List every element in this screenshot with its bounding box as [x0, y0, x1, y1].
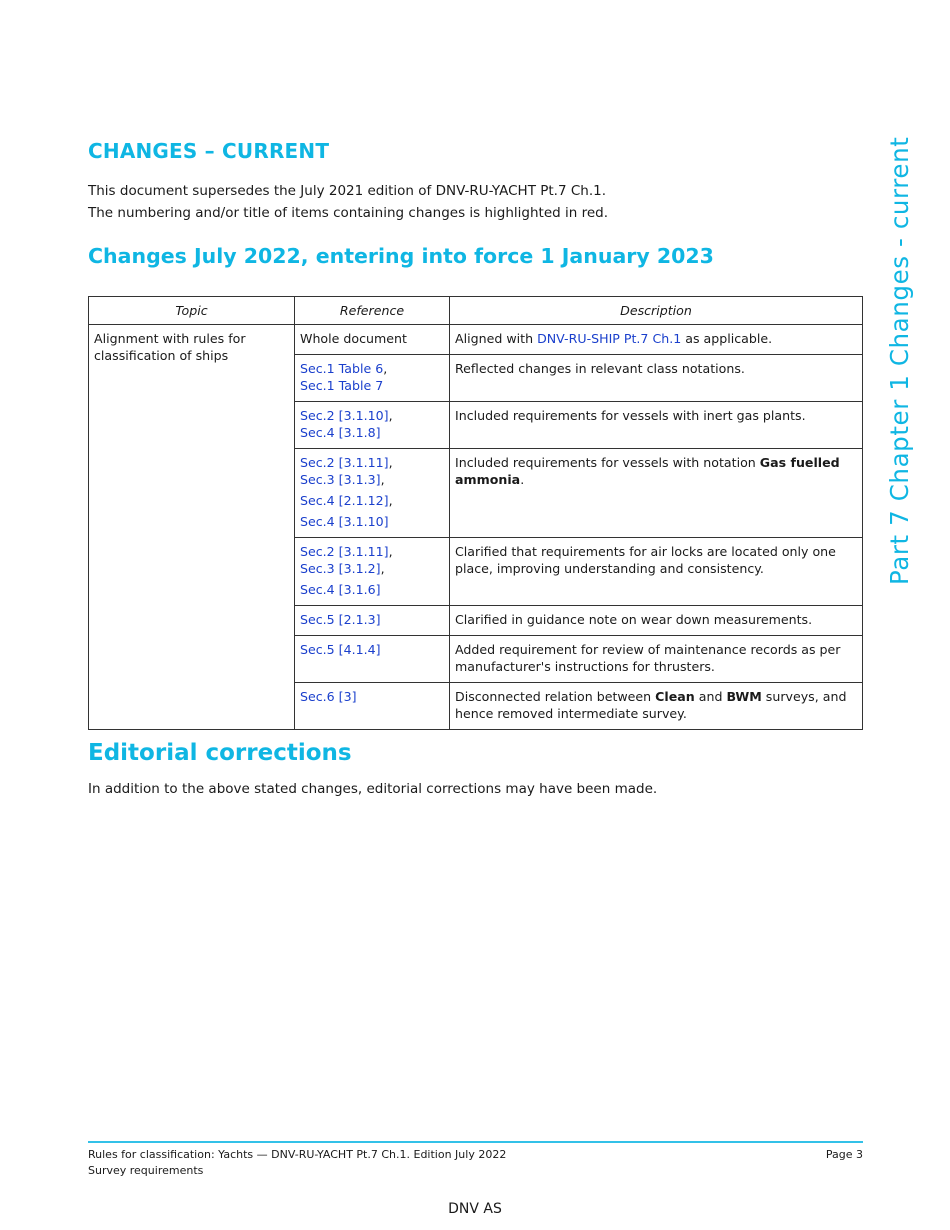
- description-text: Aligned with: [455, 331, 538, 346]
- reference-cell: [295, 325, 450, 355]
- notation-text: BWM: [726, 689, 762, 704]
- description-cell: Reflected changes in relevant class notations.: [450, 355, 863, 402]
- page-title: CHANGES – CURRENT: [88, 139, 330, 163]
- footer-document-info: [88, 1147, 506, 1179]
- changes-table: [88, 296, 863, 730]
- side-title: Part 7 Chapter 1 Changes - current: [885, 136, 914, 585]
- notation-text: Gas fuelled ammonia: [455, 455, 840, 487]
- intro-line-1: This document supersedes the July 2021 edition of DNV-RU-YACHT Pt.7 Ch.1.: [88, 183, 606, 199]
- changes-heading: Changes July 2022, entering into force 1 January 2023: [88, 244, 714, 268]
- reference-cell: [295, 606, 450, 636]
- editorial-heading: Editorial corrections: [88, 740, 352, 766]
- description-cell: [450, 449, 863, 538]
- header-reference: Reference: [295, 297, 450, 325]
- page-number: Page 3: [825, 1148, 863, 1161]
- reference-link[interactable]: Sec.4 [3.1.6]: [300, 582, 381, 597]
- reference-link[interactable]: Sec.4 [3.1.10]: [300, 514, 389, 529]
- intro-line-2: The numbering and/or title of items containing changes is highlighted in red.: [88, 205, 609, 221]
- footer-organization: DNV AS: [448, 1201, 502, 1217]
- description-text: Included requirements for vessels with notation: [455, 455, 760, 470]
- reference-link[interactable]: Sec.2 [3.1.10]: [300, 408, 389, 423]
- description-cell: [450, 683, 863, 730]
- reference-cell: [295, 683, 450, 730]
- description-text: .: [520, 472, 525, 487]
- header-description: Description: [450, 297, 863, 325]
- footer-divider: [88, 1141, 863, 1143]
- reference-link[interactable]: Sec.5 [4.1.4]: [300, 642, 381, 657]
- description-cell: Clarified that requirements for air locks are located only one place, improving understanding and consistency.: [450, 538, 863, 606]
- editorial-text: In addition to the above stated changes, editorial corrections may have been made.: [88, 781, 658, 797]
- topic-cell: Alignment with rules for classification of ships: [89, 325, 295, 730]
- reference-link[interactable]: Sec.3 [3.1.2]: [300, 561, 381, 576]
- description-cell: [450, 325, 863, 355]
- description-cell: Added requirement for review of maintenance records as per manufacturer's instructions for thrusters.: [450, 636, 863, 683]
- notation-text: Clean: [655, 689, 695, 704]
- reference-link[interactable]: Sec.6 [3]: [300, 689, 357, 704]
- description-cell: Clarified in guidance note on wear down measurements.: [450, 606, 863, 636]
- reference-link[interactable]: Sec.3 [3.1.3]: [300, 472, 381, 487]
- reference-link[interactable]: Sec.4 [3.1.8]: [300, 425, 381, 440]
- reference-link[interactable]: Sec.1 Table 6: [300, 361, 384, 376]
- description-text: Disconnected relation between: [455, 689, 656, 704]
- reference-cell: Sec.2 [3.1.11], Sec.3 [3.1.2], Sec.4 [3.1.6]: [295, 538, 450, 606]
- description-cell: Included requirements for vessels with inert gas plants.: [450, 402, 863, 449]
- header-topic: Topic: [89, 297, 295, 325]
- description-text: and: [694, 689, 727, 704]
- table-row: [89, 325, 863, 355]
- reference-text: Whole document: [300, 331, 407, 346]
- reference-cell: Sec.1 Table 6, Sec.1 Table 7: [295, 355, 450, 402]
- reference-cell: [295, 636, 450, 683]
- description-text: surveys, and hence removed intermediate survey.: [455, 689, 847, 721]
- footer-line-2: Survey requirements: [88, 1164, 204, 1177]
- footer-line-1: Rules for classification: Yachts — DNV-RU-YACHT Pt.7 Ch.1. Edition July 2022: [88, 1148, 507, 1161]
- reference-link[interactable]: Sec.5 [2.1.3]: [300, 612, 381, 627]
- reference-link[interactable]: Sec.4 [2.1.12]: [300, 493, 389, 508]
- intro-text: [88, 180, 608, 224]
- reference-cell: Sec.2 [3.1.10], Sec.4 [3.1.8]: [295, 402, 450, 449]
- table-header-row: [89, 297, 863, 325]
- reference-link[interactable]: DNV-RU-SHIP Pt.7 Ch.1: [537, 331, 682, 346]
- reference-cell: Sec.2 [3.1.11], Sec.3 [3.1.3], Sec.4 [2.1.12], Sec.4 [3.1.10]: [295, 449, 450, 538]
- reference-link[interactable]: Sec.2 [3.1.11]: [300, 544, 389, 559]
- reference-link[interactable]: Sec.1 Table 7: [300, 378, 384, 393]
- description-text: as applicable.: [681, 331, 773, 346]
- reference-link[interactable]: Sec.2 [3.1.11]: [300, 455, 389, 470]
